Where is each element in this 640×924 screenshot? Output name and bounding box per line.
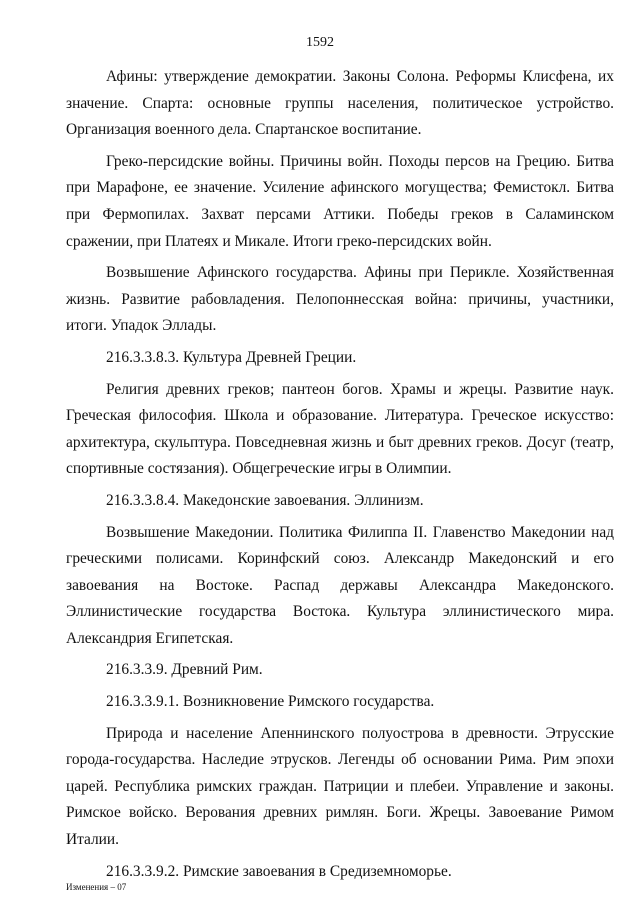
paragraph-athenian-rise: Возвышение Афинского государства. Афины при Перикле. Хозяйственная жизнь. Развитие рабовладения. Пелопоннесская война: причины, участники, итоги. Упадок Эллады. xyxy=(66,264,614,335)
footer-revision-note: Изменения – 07 xyxy=(66,882,127,892)
section-heading-greek-culture: 216.3.3.8.3. Культура Древней Греции. xyxy=(106,348,357,366)
page-number: 1592 xyxy=(306,35,334,50)
document-body xyxy=(66,64,614,890)
section-heading-ancient-rome: 216.3.3.9. Древний Рим. xyxy=(106,661,263,679)
paragraph-greco-persian-wars: Греко-персидские войны. Причины войн. Походы персов на Грецию. Битва при Марафоне, ее значение. Усиление афинского могущества; Фемистокл. Битва при Фермопилах. Захват персами Аттики. Победы греков в Саламинском сражении, при Платеях и Микале. Итоги греко-персидских войн. xyxy=(66,152,614,250)
paragraph-athens-sparta: Афины: утверждение демократии. Законы Солона. Реформы Клисфена, их значение. Спарта: основные группы населения, политическое устройство. Организация военного дела. Спартанское воспитание. xyxy=(66,68,614,139)
section-heading-roman-conquests: 216.3.3.9.2. Римские завоевания в Средиземноморье. xyxy=(106,862,452,880)
paragraph-early-rome: Природа и население Апеннинского полуострова в древности. Этрусские города-государства. Наследие этрусков. Легенды об основании Рима. Рим эпохи царей. Республика римских граждан. Патриции и плебеи. Управление и законы. Римское войско. Верования древних римлян. Боги. Жрецы. Завоевание Римом Италии. xyxy=(66,724,614,849)
paragraph-greek-culture: Религия древних греков; пантеон богов. Храмы и жрецы. Развитие наук. Греческая философия. Школа и образование. Литература. Греческое искусство: архитектура, скульптура. Повседневная жизнь и быт древних греков. Досуг (театр, спортивные состязания). Общегреческие игры в Олимпии. xyxy=(66,380,614,478)
section-heading-macedonian-conquests: 216.3.3.8.4. Македонские завоевания. Эллинизм. xyxy=(106,491,424,509)
paragraph-macedonia: Возвышение Македонии. Политика Филиппа II. Главенство Македонии над греческими полисами. Коринфский союз. Александр Македонский и его завоевания на Востоке. Распад державы Александра Македонского. Эллинистические государства Востока. Культура эллинистического мира. Александрия Египетская. xyxy=(66,523,614,647)
section-heading-roman-state-origin: 216.3.3.9.1. Возникновение Римского государства. xyxy=(106,693,435,711)
